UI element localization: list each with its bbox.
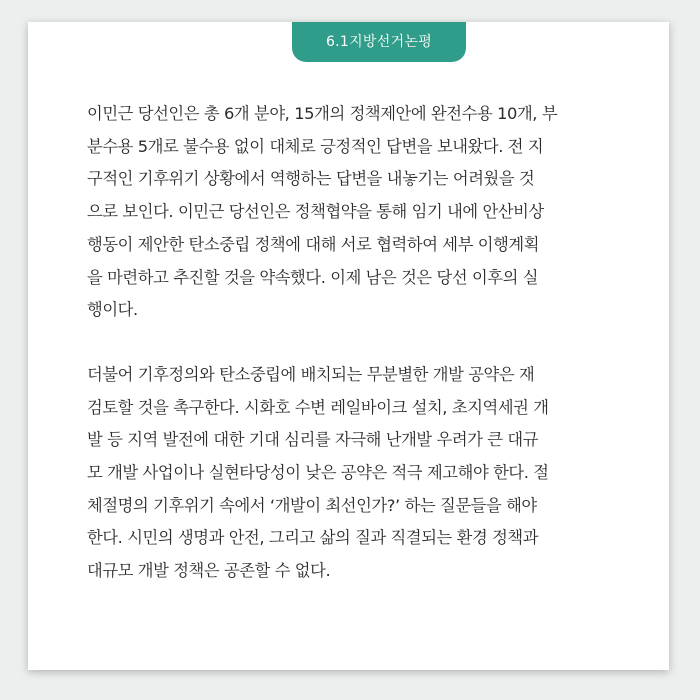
paragraph-2-line-4: 모 개발 사업이나 실현타당성이 낮은 공약은 적극 제고해야 한다. 절 bbox=[87, 463, 549, 483]
paragraph-1-line-4: 으로 보인다. 이민근 당선인은 정책협약을 통해 임기 내에 안산비상 bbox=[87, 202, 544, 222]
paragraph-2-line-2: 검토할 것을 촉구한다. 시화호 수변 레일바이크 설치, 초지역세권 개 bbox=[87, 397, 549, 417]
paragraph-2 bbox=[87, 359, 647, 588]
paragraph-1-line-3: 구적인 기후위기 상황에서 역행하는 답변을 내놓기는 어려웠을 것 bbox=[87, 169, 535, 189]
paragraph-2-line-3: 발 등 지역 발전에 대한 기대 심리를 자극해 난개발 우려가 큰 대규 bbox=[87, 430, 539, 450]
paragraph-2-line-7: 대규모 개발 정책은 공존할 수 없다. bbox=[87, 561, 331, 581]
paragraph-1-line-5: 행동이 제안한 탄소중립 정책에 대해 서로 협력하여 세부 이행계획 bbox=[87, 234, 540, 254]
paragraph-1-line-2: 분수용 5개로 불수용 없이 대체로 긍정적인 답변을 보내왔다. 전 지 bbox=[87, 136, 544, 156]
paragraph-1-line-6: 을 마련하고 추진할 것을 약속했다. 이제 남은 것은 당선 이후의 실 bbox=[87, 267, 539, 287]
paragraph-1-line-7: 행이다. bbox=[87, 300, 138, 320]
paragraph-2-line-6: 한다. 시민의 생명과 안전, 그리고 삶의 질과 직결되는 환경 정책과 bbox=[87, 528, 539, 548]
topic-tag: 6.1지방선거논평 bbox=[292, 22, 466, 62]
paragraph-spacer bbox=[87, 327, 647, 359]
paragraph-1-line-1: 이민근 당선인은 총 6개 분야, 15개의 정책제안에 완전수용 10개, 부 bbox=[87, 104, 558, 123]
paragraph-2-line-1: 더불어 기후정의와 탄소중립에 배치되는 무분별한 개발 공약은 재 bbox=[87, 364, 535, 384]
document-card bbox=[28, 22, 669, 670]
paragraph-2-line-5: 체절명의 기후위기 속에서 ‘개발이 최선인가?’ 하는 질문들을 해야 bbox=[87, 495, 537, 515]
article-body bbox=[87, 98, 647, 588]
paragraph-1 bbox=[87, 98, 647, 327]
